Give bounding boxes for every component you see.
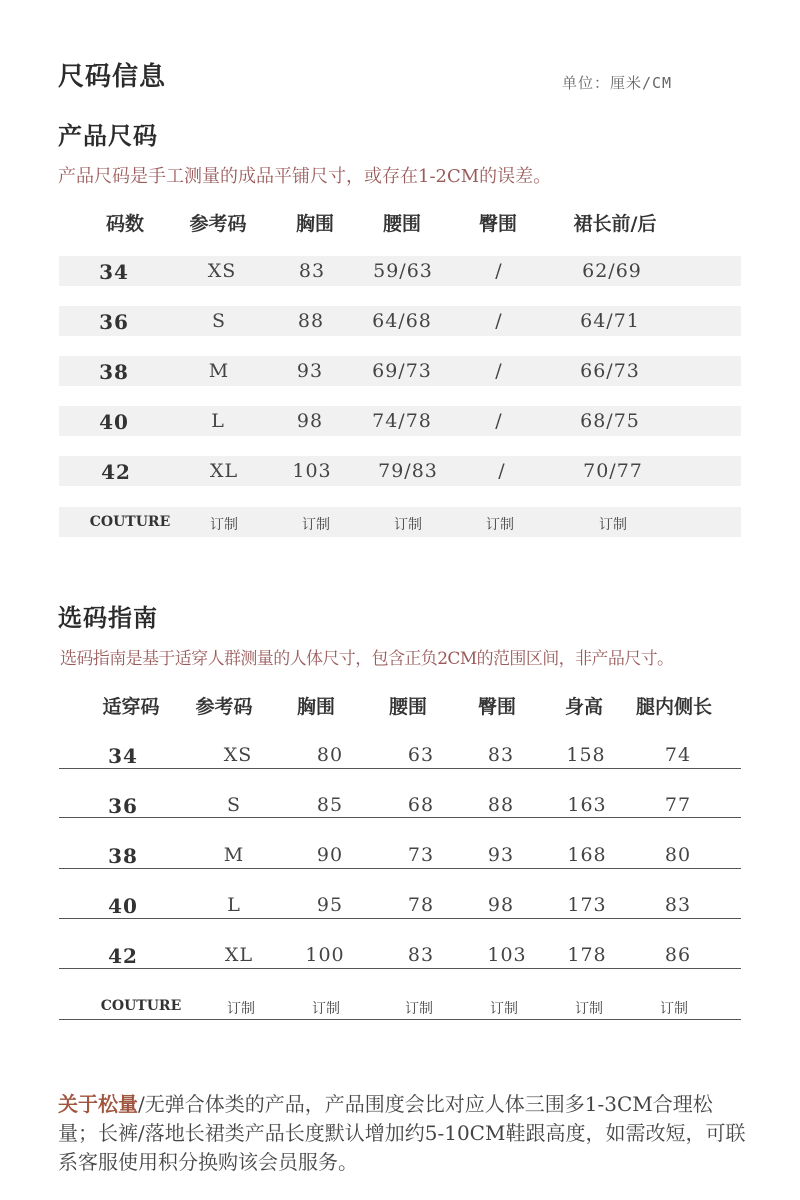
table-cell: 90 [316, 844, 344, 866]
size-guide-title: 选码指南 [58, 604, 158, 632]
table-cell: S [226, 794, 242, 816]
product-header-length: 裙长前/后 [573, 213, 657, 235]
table-cell: 178 [567, 944, 607, 966]
table-cell: 42 [108, 944, 138, 968]
table-cell: 38 [99, 360, 129, 384]
table-cell: 77 [664, 794, 692, 816]
table-cell: 173 [567, 894, 607, 916]
table-cell: 98 [296, 410, 324, 432]
table-cell: 88 [487, 794, 515, 816]
guide-header-height: 身高 [564, 696, 604, 718]
table-cell: 69/73 [372, 360, 432, 382]
unit-label: 单位：厘米/CM [562, 74, 673, 92]
table-cell: 73 [407, 844, 435, 866]
guide-header-waist: 腰围 [388, 696, 428, 718]
row-divider [59, 968, 741, 969]
table-cell: 93 [296, 360, 324, 382]
table-cell: / [495, 260, 503, 282]
table-cell: 70/77 [583, 460, 643, 482]
table-cell: 168 [567, 844, 607, 866]
table-cell: 85 [316, 794, 344, 816]
table-cell: 订制 [312, 1001, 340, 1017]
table-cell: / [495, 360, 503, 382]
table-cell: 订制 [599, 517, 627, 533]
product-header-hip: 臀围 [478, 213, 518, 235]
row-divider [59, 918, 741, 919]
table-cell: 订制 [227, 1001, 255, 1017]
table-cell: XS [223, 744, 253, 766]
table-cell: 订制 [575, 1001, 603, 1017]
table-cell: 订制 [490, 1001, 518, 1017]
table-cell: 98 [487, 894, 515, 916]
table-cell: 80 [316, 744, 344, 766]
table-cell: 100 [305, 944, 345, 966]
table-cell: / [498, 460, 506, 482]
table-cell: M [208, 360, 230, 382]
table-cell: 68/75 [580, 410, 640, 432]
product-size-title: 产品尺码 [58, 122, 158, 150]
row-divider [59, 1019, 741, 1020]
fit-ease-note [58, 1090, 748, 1177]
table-cell: 订制 [210, 517, 238, 533]
table-cell: L [227, 894, 241, 916]
table-cell: XL [224, 944, 254, 966]
table-cell: 订制 [394, 517, 422, 533]
table-cell: S [211, 310, 227, 332]
table-cell: / [495, 410, 503, 432]
table-cell: 34 [99, 260, 129, 284]
row-divider [59, 768, 741, 769]
table-cell: 订制 [405, 1001, 433, 1017]
table-cell: 158 [566, 744, 606, 766]
table-cell: 79/83 [378, 460, 438, 482]
table-cell: 42 [101, 460, 131, 484]
guide-header-fit-size: 适穿码 [102, 696, 160, 718]
table-cell: 86 [664, 944, 692, 966]
table-cell: 80 [664, 844, 692, 866]
page-title: 尺码信息 [58, 62, 167, 92]
table-cell: COUTURE [89, 514, 171, 530]
table-cell: 66/73 [580, 360, 640, 382]
table-cell: 订制 [660, 1001, 688, 1017]
table-cell: 78 [407, 894, 435, 916]
table-cell: COUTURE [100, 998, 182, 1014]
table-cell: 63 [407, 744, 435, 766]
table-cell: 83 [487, 744, 515, 766]
table-cell: 40 [108, 894, 138, 918]
table-cell: / [495, 310, 503, 332]
table-cell: 订制 [486, 517, 514, 533]
table-cell: 68 [407, 794, 435, 816]
table-cell: L [211, 410, 225, 432]
table-cell: 订制 [302, 517, 330, 533]
table-cell: 74 [664, 744, 692, 766]
table-cell: XL [209, 460, 239, 482]
table-cell: 64/71 [580, 310, 640, 332]
table-cell: 93 [487, 844, 515, 866]
table-cell: 83 [407, 944, 435, 966]
table-cell: 88 [297, 310, 325, 332]
table-cell: 62/69 [582, 260, 642, 282]
product-size-note: 产品尺码是手工测量的成品平铺尺寸，或存在1-2CM的误差。 [58, 166, 552, 187]
product-header-ref: 参考码 [189, 213, 247, 235]
table-cell: 95 [316, 894, 344, 916]
table-cell: 64/68 [372, 310, 432, 332]
guide-header-ref: 参考码 [195, 696, 253, 718]
table-cell: 59/63 [373, 260, 433, 282]
guide-header-hip: 臀围 [477, 696, 517, 718]
fit-ease-text: /无弹合体类的产品，产品围度会比对应人体三围多1-3CM合理松量；长裤/落地长裙类产品长度默认增加约5-10CM鞋跟高度，如需改短，可联系客服使用积分换购该会员服务。 [58, 1092, 746, 1174]
table-cell: 74/78 [372, 410, 432, 432]
row-divider [59, 817, 741, 818]
fit-ease-label: 关于松量 [58, 1092, 138, 1116]
table-cell: XS [207, 260, 237, 282]
table-cell: 83 [664, 894, 692, 916]
table-cell: 34 [108, 744, 138, 768]
product-header-code: 码数 [105, 213, 145, 235]
table-cell: 103 [292, 460, 332, 482]
table-cell: 36 [108, 794, 138, 818]
table-cell: M [223, 844, 245, 866]
product-header-waist: 腰围 [382, 213, 422, 235]
product-header-bust: 胸围 [295, 213, 335, 235]
table-cell: 36 [99, 310, 129, 334]
table-cell: 38 [108, 844, 138, 868]
guide-header-inseam: 腿内侧长 [635, 696, 713, 718]
guide-header-bust: 胸围 [296, 696, 336, 718]
table-cell: 163 [567, 794, 607, 816]
table-cell: 40 [99, 410, 129, 434]
table-cell: 103 [487, 944, 527, 966]
table-cell: 83 [298, 260, 326, 282]
row-divider [59, 868, 741, 869]
size-guide-note: 选码指南是基于适穿人群测量的人体尺寸，包含正负2CM的范围区间，非产品尺寸。 [60, 649, 674, 669]
